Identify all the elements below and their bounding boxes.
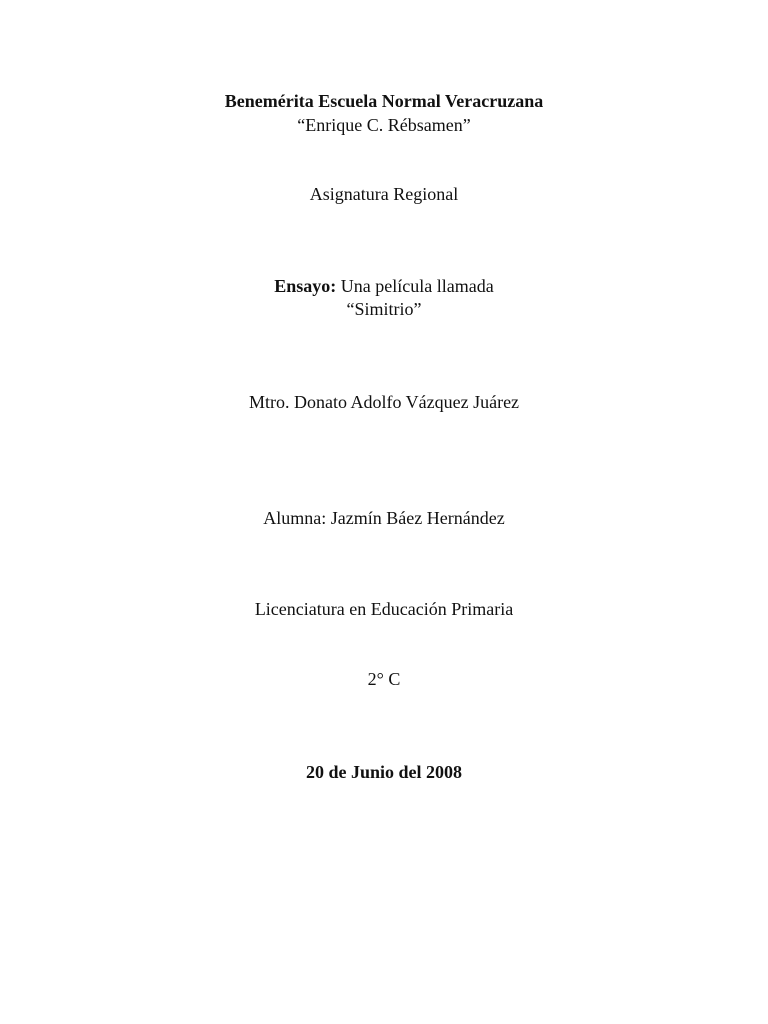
institution-name: Benemérita Escuela Normal Veracruzana xyxy=(224,91,544,111)
document-date: 20 de Junio del 2008 xyxy=(305,762,463,782)
essay-label: Ensayo: xyxy=(274,276,337,296)
subject-name: Asignatura Regional xyxy=(309,184,459,204)
essay-title-line1: Una película llamada xyxy=(340,276,494,296)
group-label: 2° C xyxy=(367,669,401,689)
essay-heading xyxy=(0,274,768,298)
student-name: Alumna: Jazmín Báez Hernández xyxy=(263,508,505,528)
institution-subtitle: “Enrique C. Rébsamen” xyxy=(297,115,471,135)
essay-title-line2: “Simitrio” xyxy=(346,299,422,319)
teacher-name: Mtro. Donato Adolfo Vázquez Juárez xyxy=(248,392,520,412)
degree-name: Licenciatura en Educación Primaria xyxy=(254,599,514,619)
